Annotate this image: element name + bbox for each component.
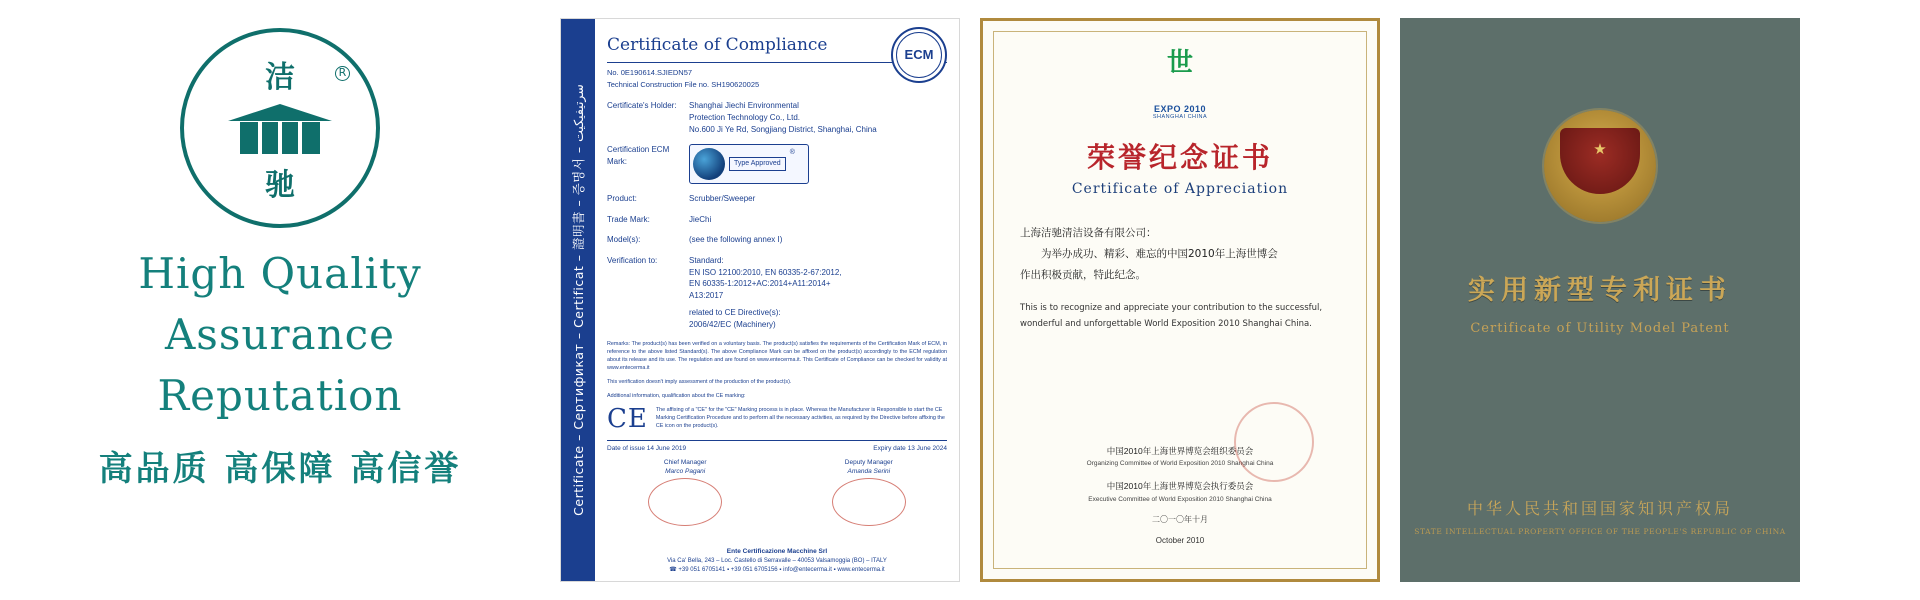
ce-sign-left-role: Chief Manager [663, 458, 707, 466]
logo-bottom-character: 驰 [265, 168, 295, 203]
logo-building-icon [228, 104, 332, 154]
expo-body-line-2: 作出积极贡献，特此纪念。 [1020, 269, 1146, 282]
expo-title-english: Certificate of Appreciation [1071, 181, 1289, 198]
slogan-line-1: High Quality [138, 249, 422, 298]
ce-label-holder: Certificate's Holder: [607, 101, 677, 111]
expo-logo-subtitle: SHANGHAI CHINA [1152, 114, 1208, 121]
logo-top-character: 洁 [265, 60, 295, 95]
expo-body-chinese [1020, 223, 1340, 286]
ce-row-holder [607, 100, 947, 135]
expo-certificate-image [980, 18, 1380, 582]
ce-issue-date: Date of issue 14 June 2019 [607, 445, 687, 453]
expo-organizer-en-1: Organizing Committee of World Exposition 2010 Shanghai China [1086, 460, 1274, 468]
ce-row-mark [607, 144, 947, 184]
ce-dates-row [607, 440, 947, 453]
ce-label-mark: Certification ECM Mark: [607, 145, 670, 166]
ce-marking-icon: CE [607, 404, 648, 435]
expo-title-chinese: 荣誉纪念证书 [1086, 141, 1273, 175]
patent-issuer-english: STATE INTELLECTUAL PROPERTY OFFICE OF THE PEOPLE'S REPUBLIC OF CHINA [1414, 527, 1786, 536]
expo-body-english: This is to recognize and appreciate your contribution to the successful, wonderful and unforgettable World Exposition 2010 Shanghai China. [1020, 303, 1323, 330]
ce-directive-heading: related to CE Directive(s): [689, 308, 781, 318]
ce-standard-line-3: A13:2017 [689, 290, 724, 300]
ce-row-trademark [607, 214, 947, 226]
ce-marking-note: The affixing of a "CE" for the "CE" Marking process is in place. Whereas the Manufacturer is Responsible to start the CE Marking Certification Procedure and to perform all the necessary activities, as required by the Directive before affixing the CE icon on the product(s). [655, 407, 945, 430]
certificate-spine-text: Certificate – Сертификат – Certificat – 證明書 – 증명서 – سرتيفيكيت [571, 84, 586, 516]
ce-holder-line-3: No.600 Ji Ye Rd, Songjiang District, Shanghai, China [689, 124, 877, 134]
ce-certificate-title: Certificate of Compliance [607, 33, 947, 63]
ce-value-mark [689, 144, 947, 184]
ce-remarks-text: Remarks: The product(s) has been verified on a voluntary basis. The product(s) satisfies the requirements of the Certification Mark of ECM, in reference to the above listed Standard(s). The above Compliance Mark can be affixed on the product(s) accordingly to the ECM regulation about its release and its use. The regulation and are found on www.entecerma.it. This Certificate of Compliance can be checked for validity at www.entecerma.it [607, 340, 947, 371]
patent-certificate-image [1400, 18, 1800, 582]
ce-sign-left-name: Marco Pagani [665, 468, 706, 476]
ce-standard-line-2: EN 60335-1:2012+AC:2014+A11:2014+ [689, 279, 831, 289]
ce-technical-file-number: Technical Construction File no. SH190620025 [607, 79, 760, 89]
ce-row-models [607, 234, 947, 246]
expo-certificate-body [993, 31, 1367, 569]
ce-signature-right [791, 458, 947, 527]
ce-standard-heading: Standard: [689, 255, 724, 265]
ce-certificate-body [595, 19, 959, 581]
ecm-badge-icon [891, 27, 947, 83]
ce-certificate-image [560, 18, 960, 582]
ce-stamp-left-icon [648, 478, 722, 526]
company-logo [180, 28, 380, 228]
ce-directive-line: 2006/42/EC (Machinery) [689, 319, 776, 329]
expo-recipient: 上海洁驰清洁设备有限公司： [1020, 227, 1157, 240]
ce-value-product: Scrubber/Sweeper [689, 194, 756, 204]
ce-value-trademark: JieChi [689, 214, 712, 224]
ce-sign-right-name: Amanda Serini [847, 468, 891, 476]
ce-footer-address: Via Ca' Bella, 243 – Loc. Castello di Serravalle – 40053 Valsamoggia (BO) – ITALY [667, 558, 887, 564]
patent-title-chinese: 实用新型专利证书 [1468, 275, 1732, 306]
ce-standard-line-1: EN ISO 12100:2010, EN 60335-2-67:2012, [689, 267, 842, 277]
ecm-seal-icon [693, 148, 725, 180]
ce-additional-info-heading: Additional information, qualification about the CE marking: [607, 393, 746, 400]
ce-footer-company: Ente Certificazione Macchine Srl [726, 548, 828, 556]
slogan-chinese: 高品质 高保障 高信誉 [98, 448, 462, 489]
ce-value-verification [689, 255, 947, 331]
ce-row-verification [607, 255, 947, 331]
ce-label-verification: Verification to: [607, 255, 658, 265]
ce-certificate-number: No. 0E190614.SJIEDN57 [607, 67, 693, 77]
ce-detail-rows [607, 100, 947, 330]
ecm-type-approved-label: Type Approved [729, 157, 786, 171]
ce-sign-right-role: Deputy Manager [844, 458, 893, 466]
national-emblem-icon: ★ [1544, 110, 1656, 222]
expo-date-chinese: 二〇一〇年十月 [1152, 514, 1208, 524]
expo-organizer-cn-1: 中国2010年上海世界博览会组织委员会 [1106, 445, 1254, 456]
ce-footer-contacts: ☎ +39 051 6705141 ▪ +39 051 6705156 ▪ info@entecerma.it ▪ www.entecerma.it [669, 567, 885, 573]
ecm-mark-box [689, 144, 809, 184]
slogan-block [138, 244, 421, 427]
ce-label-product: Product: [607, 194, 637, 204]
ce-holder-line-2: Protection Technology Co., Ltd. [689, 112, 801, 122]
patent-title-english: Certificate of Utility Model Patent [1470, 321, 1730, 336]
brand-panel [0, 0, 560, 600]
expo-logo [1144, 50, 1216, 104]
expo-logo-text: EXPO 2010 [1153, 104, 1207, 114]
expo-seal-icon [1234, 402, 1314, 482]
ecm-badge-label: ECM [904, 46, 934, 62]
expo-organizer-cn-2: 中国2010年上海世界博览会执行委员会 [1106, 481, 1254, 492]
ce-marking-block [607, 404, 947, 435]
ce-row-product [607, 193, 947, 205]
expo-date-english: October 2010 [1155, 536, 1205, 546]
patent-issuer-chinese: 中华人民共和国国家知识产权局 [1466, 499, 1733, 518]
certificate-spine [561, 19, 595, 581]
ce-label-models: Model(s): [607, 235, 641, 245]
ce-value-models: (see the following annex I) [689, 235, 783, 245]
ce-footer [595, 547, 959, 575]
expo-body-line-1: 为举办成功、精彩、难忘的中国2010年上海世博会 [1041, 248, 1278, 261]
registered-trademark-icon: R [335, 66, 350, 81]
slogan-line-3: Reputation [157, 370, 403, 420]
ecm-mark-registered-icon: ® [789, 149, 795, 157]
ce-signatures-row [607, 458, 947, 527]
ce-verification-note: This verification doesn't imply assessment of the production of the product(s). [607, 378, 792, 385]
expo-logo-glyph: 世 [1166, 48, 1193, 78]
ce-signature-left [607, 458, 763, 527]
slogan-line-2: Assurance [164, 309, 396, 359]
ce-label-trademark: Trade Mark: [607, 214, 650, 224]
ce-value-holder [689, 100, 947, 135]
expo-organizer-en-2: Executive Committee of World Exposition 2010 Shanghai China [1088, 495, 1272, 503]
ce-stamp-right-icon [832, 478, 906, 526]
ce-expiry-date: Expiry date 13 June 2024 [873, 445, 947, 453]
ce-holder-line-1: Shanghai Jiechi Environmental [689, 101, 799, 111]
